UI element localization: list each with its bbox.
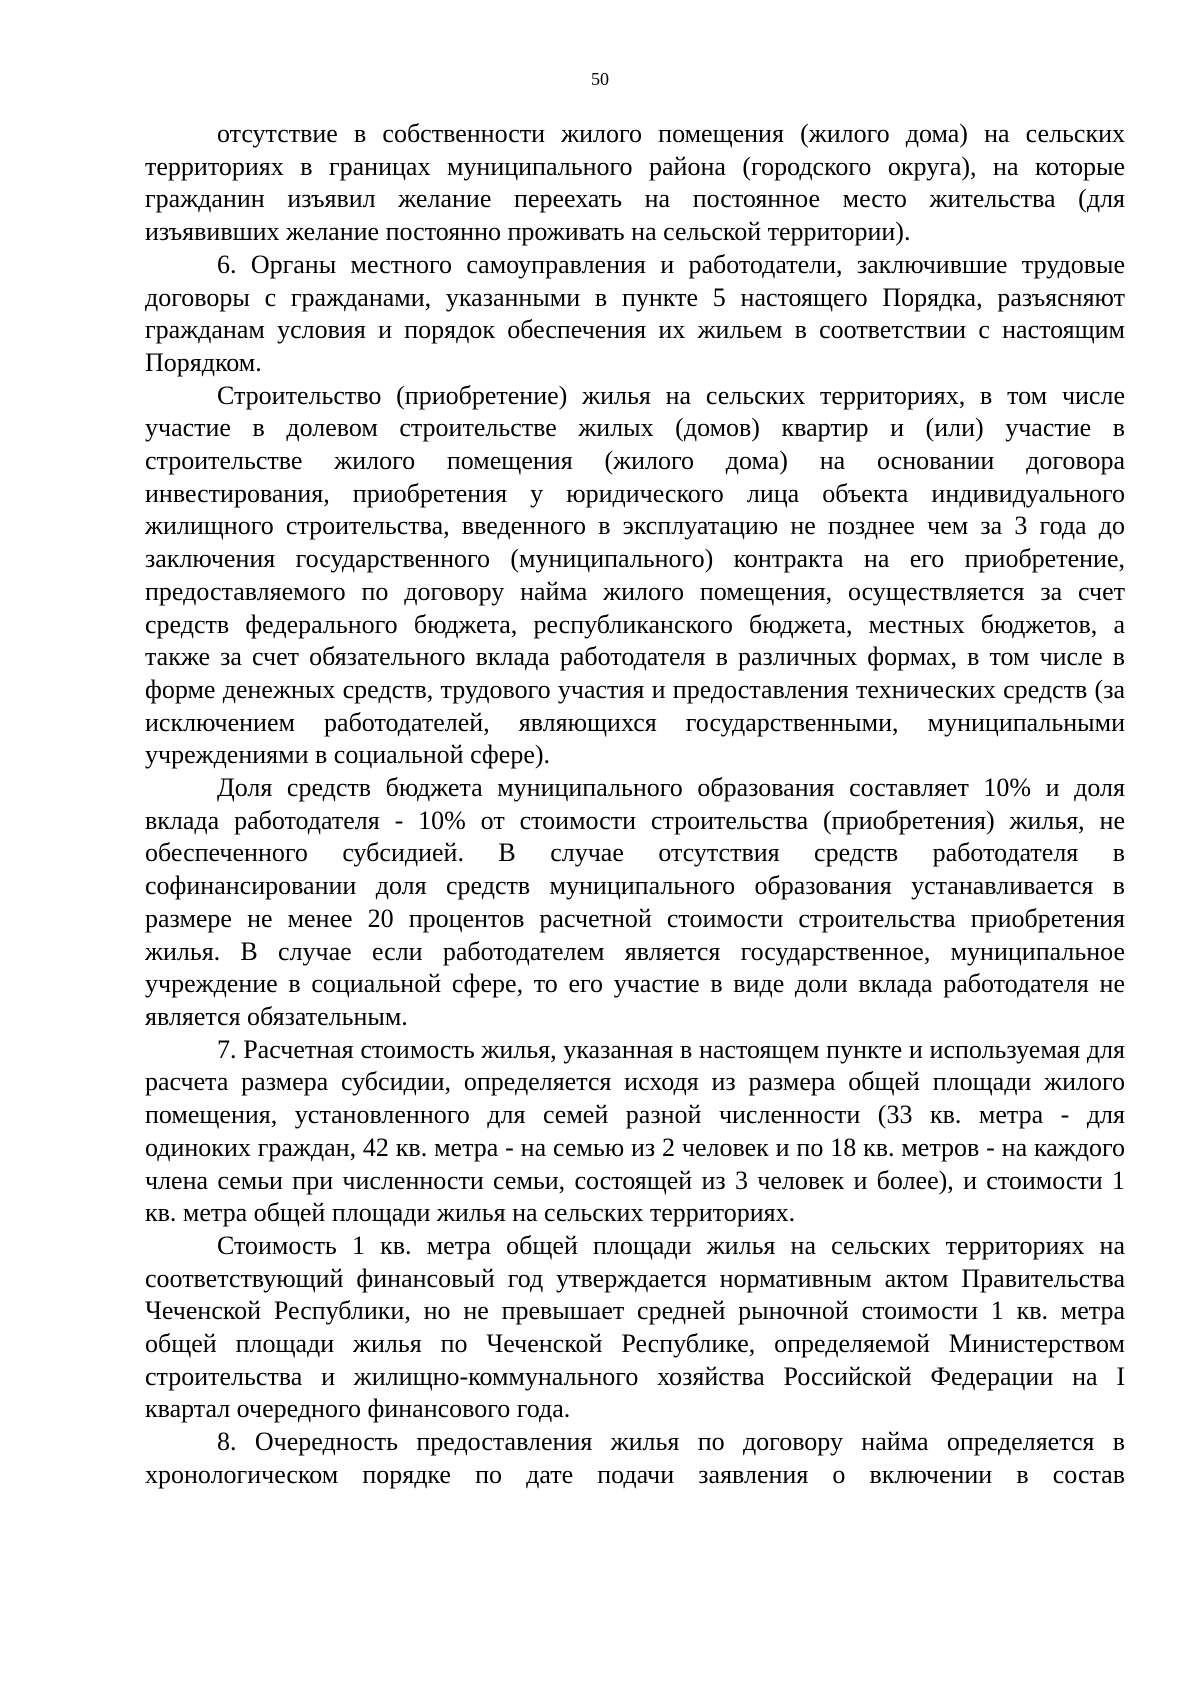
document-body — [145, 118, 1125, 1492]
paragraph-budget-share: Доля средств бюджета муниципального образования составляет 10% и доля вклада работодателя - 10% от стоимости строительства (приобретения) жилья, не обеспеченного субсидией. В случае отсутствия средств работодателя в софинансировании доля средств муниципального образования устанавливается в размере не менее 20 процентов расчетной стоимости строительства приобретения жилья. В случае если работодателем является государственное, муниципальное учреждение в социальной сфере, то его участие в виде доли вклада работодателя не является обязательным. — [145, 773, 1125, 1031]
paragraph-square-meter-cost: Стоимость 1 кв. метра общей площади жилья на сельских территориях на соответствующий финансовый год утверждается нормативным актом Правительства Чеченской Республики, но не превышает средней рыночной стоимости 1 кв. метра общей площади жилья по Чеченской Республике, определяемой Министерством строительства и жилищно-коммунального хозяйства Российской Федерации на I квартал очередного финансового года. — [145, 1230, 1125, 1424]
paragraph-construction-financing: Строительство (приобретение) жилья на сельских территориях, в том числе участие в долевом строительстве жилых (домов) квартир и (или) участие в строительстве жилого помещения (жилого дома) на основании договора инвестирования, приобретения у юридического лица объекта индивидуального жилищного строительства, введенного в эксплуатацию не позднее чем за 3 года до заключения государственного (муниципального) контракта на его приобретение, предоставляемого по договору найма жилого помещения, осуществляется за счет средств федерального бюджета, республиканского бюджета, местных бюджетов, а также за счет обязательного вклада работодателя в различных формах, в том числе в форме денежных средств, трудового участия и предоставления технических средств (за исключением работодателей, являющихся государственными, муниципальными учреждениями в социальной сфере). — [145, 380, 1125, 770]
paragraph-item-7: 7. Расчетная стоимость жилья, указанная в настоящем пункте и используемая для расчета размера субсидии, определяется исходя из размера общей площади жилого помещения, установленного для семей разной численности (33 кв. метра - для одиноких граждан, 42 кв. метра - на семью из 2 человек и по 18 кв. метров - на каждого члена семьи при численности семьи, состоящей из 3 человек и более), и стоимости 1 кв. метра общей площади жилья на сельских территориях. — [145, 1034, 1125, 1228]
paragraph-continuation: отсутствие в собственности жилого помещения (жилого дома) на сельских территориях в границах муниципального района (городского округа), на которые гражданин изъявил желание переехать на постоянное место жительства (для изъявивших желание постоянно проживать на сельской территории). — [145, 119, 1125, 247]
paragraph-item-6: 6. Органы местного самоуправления и работодатели, заключившие трудовые договоры с гражданами, указанными в пункте 5 настоящего Порядка, разъясняют гражданам условия и порядок обеспечения их жильем в соответствии с настоящим Порядком. — [145, 249, 1125, 377]
paragraph-item-8: 8. Очередность предоставления жилья по договору найма определяется в хронологическом порядке по дате подачи заявления о включении в состав — [145, 1427, 1125, 1489]
page-number: 50 — [591, 69, 609, 89]
